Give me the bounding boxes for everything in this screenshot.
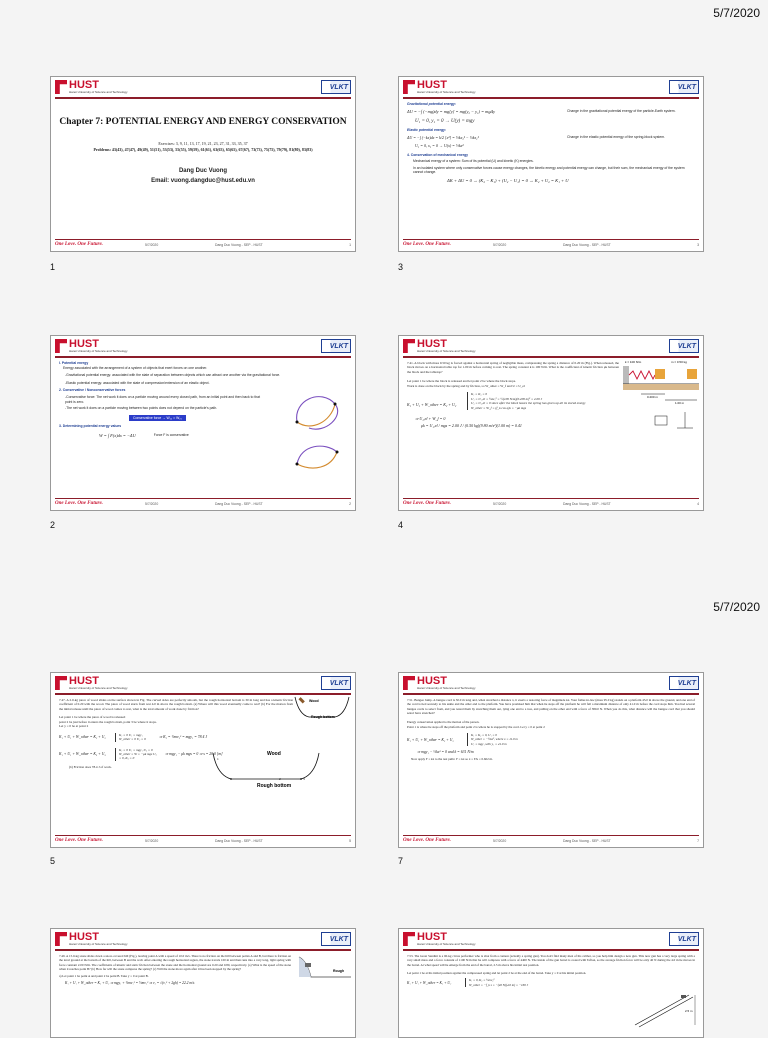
hill-figure: [297, 953, 353, 989]
figure-label: Wood: [267, 751, 281, 757]
figure-label: k = 100 N/m: [625, 360, 642, 364]
condition: K₁ = 0 U₁ = mgy₁ W_other = 0 U₂ = 0: [115, 733, 153, 742]
figure-label: Rough: [333, 969, 345, 973]
vlkt-logo: VLKT: [669, 80, 699, 94]
spring-block-figure: [621, 360, 701, 408]
equation: K₁ + U₁ + W_other = K₂ + U₂: [407, 981, 452, 986]
hust-logo: HUST Hanoi University of Science and Technology: [55, 676, 127, 690]
vlkt-logo: VLKT: [321, 932, 351, 946]
paragraph: a) Let point 1 be point A and point 2 be point B. Take y = 0 at point B.: [59, 974, 149, 979]
paragraph: Point 1 is where he steps off the platform and point 2 is where he is stopped by the cord. Let y = 0 at point 2: [407, 724, 545, 729]
equation-note: Change in the elastic potential energy of the spring-block system.: [567, 135, 666, 140]
exercises-list: Exercises: 3, 9, 11, 13, 17, 19, 21, 23, 27, 31, 33, 35, 37: [158, 140, 248, 146]
figure-label: m = 0.50 kg: [671, 360, 687, 364]
slide-thumbnail[interactable]: HUST Hanoi University of Science and Technology VLKT 7.41. A block with mass 0.50 kg is forced against a horizontal spring of negligible mass, compressing the spring a distance of 0.20 m (Fig.). When released, the block moves on a horizontal table top for 1.00 m before coming to rest. The spring constant k is 100 N/m. What is the coefficient of kinetic friction μk between the block and the tabletop? Let point 1 be where the block is released and let point 2 be where the block stops. Work is done on the block by the spring and by friction, so W_other = W_f and U = U_el K₁ + U₁ + W_other = K₂ + U₂ K₁ = K₂ = 0 U₁ = U₁,el = ½kx₁² = ½(100 N/m)(0.200 m)² = 2.00 J U₂ = U₂,el = 0 since after the block leaves the spring has given up all its stored energy W_other = W_f = (f_k cos φ)s = −μk mgs ⇒ U₁,el + W_f = 0 μk = U₁,el / mgs = 2.00 J / (0.50 kg)(9.80 m/s²)(1.00 m) = 0.41 k = 100 N/m m = 0.50 kg 0.200 m 1.00 m One Love. One Future. 5/7/2020 Dang Duc Vuong - SEP - HUST 4: [398, 335, 704, 511]
condition: K₁ = 0 U₁ = mgy₁ U₃ = 0 W_other = W = −μk mgs U₃ = 0, K₃ = 0: [115, 748, 159, 761]
hust-logo: HUST Hanoi University of Science and Technology: [403, 339, 475, 353]
free-body-figure: [653, 410, 697, 432]
condition: U₁ = mgy₁ with y₁ = 41.0 m: [471, 741, 507, 746]
hust-logo: HUST Hanoi University of Science and Technology: [403, 932, 475, 946]
condition: U₁ = U₁,el = ½kx₁² = ½(100 N/m)(0.200 m)² = 2.00 J: [471, 396, 543, 401]
condition: K₁ = K₂ = 0, U₁ = 0: [471, 732, 497, 737]
equation: W = ∫ F(x)dx = −ΔU: [99, 432, 136, 438]
equation: ΔK + ΔU = 0 → (K₂ − K₁) + (U₂ − U₁) = 0 → K₂ + U₂ = K₁ + U: [447, 178, 569, 184]
slide-thumbnail[interactable]: HUST Hanoi University of Science and Technology VLKT 7.47. A 2.0-kg piece of wood slides on the surface shown in Fig. The curved sides are perfectly smooth, but the rough horizontal bottom is 30 m long and has a kinetic friction coefficient of 0.20 with the wood. The piece of wood starts from rest 4.0 m above the rough bottom. (a) Where will this wood eventually come to rest? (b) For the motion from the initial release until the piece of wood comes to rest, what is the total amount of work done by friction? Let point 1 be where the piece of wood is released point 2 be just before it enters the rough bottom, point 3 be where it stops. Let y = 0 be at point 2 K₁ + U₁ + W_other = K₂ + U₂ K₁ = 0 U₁ = mgy₁ W_other = 0 U₂ = 0 ⇒ K₂ = ½mv₂² = mgy₁ = 78.4 J K₁ + U₁ + W_other = K₃ + U₃ K₁ = 0 U₁ = mgy₁ U₃ = 0 W_other = W = −μk mgs U₃ = 0, K₃ = 0 ⇒ mgy₁ − μk mgs = 0 ⇒ s = 20.0 [m] (b) Friction does 78.4 J of work. Wood Rough bottom Wood Rough bottom 1 2 3 One Love. One Future. 5/7/2020 Dang Duc Vuong - SEP - HUST 5: [50, 672, 356, 848]
vlkt-logo: VLKT: [669, 339, 699, 353]
equation: K₁ + U₁ + W_other = K₂ + U₂ ⇒ mgy₁ + ½mv₁² = ½mv₂² ⇒ v₂ = √(v₁² + 2gh) = 22.2 m/s: [65, 980, 195, 985]
problem-text: 7.47. A 2.0-kg piece of wood slides on the surface shown in Fig. The curved sides are perfectly smooth, but the rough horizontal bottom is 30 m long and has a kinetic friction coefficient of 0.20 with the wood. The piece of wood starts from rest 4.0 m above the rough bottom. (a) Where will this wood eventually come to rest? (b) For the motion from the initial release until the piece of wood comes to rest, what is the total amount of work done by friction?: [59, 698, 293, 711]
slide-thumbnail[interactable]: HUST Hanoi University of Science and Technology VLKT I. Potential energy Energy associated with the arrangement of a system of objects that exert forces on one another. -Gravitational potential energy: associated with the state of separation between objects which can attract one another via the gravitational force. -Elastic potential energy: associated with the state of compression/extension of an elastic object. 2. Conservative / Nonconservative forces -Conservative force: The net work it does on a particle moving around every closed path, from an initial point and then back to that point is zero. -The net work it does on a particle moving between two points does not depend on the particle's path. Conservative force → W₁₂ = W₂₁ 3. Determining potential energy values W = ∫ F(x)dx = −ΔU Force F is conservative One Love. One Future. 5/7/2020 Dang Duc Vuong - SEP - HUST 2: [50, 335, 356, 511]
equation: ΔU = −∫ (−kx)dx = k/2 [x²] = ½kx₂² − ½kx₁²: [407, 134, 479, 140]
vlkt-logo: VLKT: [669, 676, 699, 690]
paragraph: -Gravitational potential energy: associated with the state of separation between objects which can attract one another via the gravitational force.: [65, 373, 281, 378]
equation: ⇒ U₁,el + W_f = 0: [415, 415, 446, 421]
figure-label: Rough bottom: [311, 715, 335, 719]
slide-thumbnail[interactable]: [50, 928, 356, 1038]
page-date: 5/7/2020: [713, 6, 760, 20]
slide-number: 2: [50, 520, 56, 530]
hust-logo: HUST Hanoi University of Science and Technology: [403, 80, 475, 94]
equation: ΔU = −∫ (−mg)dy = mg[y] = mg(y₂ − y₁) = mgΔy: [407, 108, 496, 114]
equation: ⇒ K₂ = ½mv₂² = mgy₁ = 78.4 J: [159, 734, 208, 739]
paragraph: -Elastic potential energy: associated with the state of compression/extension of an elastic object.: [65, 380, 210, 385]
condition: U₂ = U₂,el = 0 since after the block leaves the spring has given up all its stored energy: [471, 401, 586, 406]
page-date: 5/7/2020: [713, 600, 760, 614]
paragraph: Let point 1 be where the block is released and let point 2 be where the block stops.: [407, 379, 516, 384]
section-heading: Gravitational potential energy:: [407, 102, 456, 106]
hust-logo: HUST Hanoi University of Science and Technology: [55, 80, 127, 94]
slide-thumbnail[interactable]: HUST Hanoi University of Science and Technology VLKT Chapter 7: POTENTIAL ENERGY AND ENERGY CONSERVATION Exercises: 3, 9, 11, 13, 17, 19, 21, 23, 27, 31, 33, 35, 37 Problems: 43(43), 47(47), 49(49), 51(51), 53(53), 55(55), 59(59), 61(61), 63(63), 65(65), 67(67), 73(73), 75(75), 79(79), 81(80), 83(83) Dang Duc Vuong Email: vuong.dangduc@hust.edu.vn One Love. One Future. 5/7/2020 Dang Duc Vuong - SEP - HUST 1: [50, 76, 356, 252]
equation-note: Force F is conservative: [153, 432, 189, 437]
paragraph: Let point 1 be at his initial position against the compressed spring and let point 2 be at the end of the barrel. Take y = 0 at his initial position.: [407, 970, 587, 975]
paragraph: -The net work it does on a particle moving between two points does not depend on the particle's path.: [65, 406, 218, 411]
equation: U₁ = 0, x₁ = 0 → U(x) = ½kx²: [415, 143, 464, 149]
condition: W_other = W_f = (f_k cos φ)s = −μk mgs: [471, 405, 527, 410]
slide-number: 3: [398, 262, 404, 272]
paragraph: Now apply F = kx to the test pulls: F = kx so x = F/k = 0.602 m.: [411, 756, 493, 761]
equation: ⇒ mgy₁ − ½kx² = 0 and k = 631 N/m: [417, 749, 474, 754]
vlkt-logo: VLKT: [669, 932, 699, 946]
figure-label: 0.200 m: [647, 395, 658, 399]
slide-number: 1: [50, 262, 56, 272]
problem-text: 7.53. The Great Sandini is a 60-kg circus performer who is shot from a cannon (actually a spring gun). You don't find many men of his caliber, so you help him design a new gun. This new gun has a very large spring with a very small mass and a force constant of 1100 N/m that he will compress with a force of 4400 N. The inside of the gun barrel is coated with Teflon, so the average friction force will be only 40 N during the 4.0 m he moves in the barrel. At what speed will he emerge from the end of the barrel, 2.5 m above his initial rest position.: [407, 954, 695, 967]
equation: K₁ + U₁ + W_other = K₃ + U₃: [59, 751, 106, 756]
figure-label: 2.5 m: [685, 1009, 693, 1013]
paragraph: Energy conservation applied to the motion of the person.: [407, 720, 480, 725]
problem-text: 7.49. A 15.0-kg stone slides down a snow-covered hill (Fig.), leaving point A with a speed of 10.0 m/s. There is no friction on the hill between points A and B, but there is friction on the level ground at the bottom of the hill, between B and the wall. After entering the rough horizontal region, the stone travels 100 m and then runs into a very long, light spring with force constant 2.00 N/m. The coefficients of kinetic and static friction between the stone and the horizontal ground are 0.20 and 0.80, respectively. (a) What is the speed of the stone when it reaches point B? (b) How far will the stone compress the spring? (c) Will the stone move again after it has been stopped by the spring?: [59, 954, 291, 971]
problem-text: 7.51. Bungee Jump. A bungee cord is 30.0 m long and, when stretched a distance x, it exerts a restoring force of magnitude kx. Your father-in-law (mass 95.0 kg) stands on a platform 45.0 m above the ground, and one end of the cord is tied securely to his ankle and the other end to the platform. You have promised him that when he steps off the platform he will fall a maximum distance of only 41.0 m before the cord stops him. You had several bungee cords to select from, and you tested them by stretching them out, tying one end to a tree, and pulling on the other end with a force of 380.0 N. When you do this, what distance will the bungee cord that you should select have stretched?: [407, 698, 695, 715]
author-name: Dang Duc Vuong: [178, 167, 228, 174]
author-email[interactable]: Email: vuong.dangduc@hust.edu.vn: [151, 177, 255, 184]
paragraph: Let point 1 be where the piece of wood is released: [59, 715, 126, 720]
condition: W_other = −½kx², where x = 11.0 m: [471, 737, 518, 742]
figure-point: 1: [217, 757, 219, 761]
equation-note: Change in the gravitational potential energy of the particle-Earth system.: [567, 109, 676, 114]
figure-point: 2: [279, 777, 281, 781]
vlkt-logo: VLKT: [321, 80, 351, 94]
slide-number: 4: [398, 520, 404, 530]
slide-number: 5: [50, 856, 56, 866]
problems-list: Problems: 43(43), 47(47), 49(49), 51(51), 53(53), 55(55), 59(59), 61(61), 63(63), 65(65), 67(67), 73(73), 75(75), 79(79), 81(80), 83(83): [93, 147, 313, 153]
section-heading: 2. Conservative / Nonconservative forces: [59, 388, 126, 393]
paragraph: Energy associated with the arrangement of a system of objects that exert forces on one another.: [63, 365, 208, 370]
wood-figure-large: [211, 751, 321, 787]
section-heading: 3. Determining potential energy values: [59, 424, 122, 429]
paragraph: Work is done on the block by the spring and by friction, so W_other = W_f and U = U_el: [407, 383, 525, 388]
condition: W_other = −f_k s = −(40 N)(4.0 m) = −160 J: [469, 982, 529, 987]
equation: K₁ + U₁ + W_other = K₂ + U₂: [407, 402, 457, 408]
paragraph: -Conservative force: The net work it does on a particle moving around every closed path, from an initial point and then back to that point is zero.: [65, 394, 261, 404]
paragraph: Let y = 0 be at point 2: [59, 724, 89, 729]
equation: μk = U₁,el / mgs = 2.00 J / (0.50 kg)(9.80 m/s²)(1.00 m) = 0.41: [421, 423, 522, 429]
equation: K₁ + U₁ + W_other = K₂ + U₂: [407, 737, 454, 742]
slide-number: 7: [398, 856, 404, 866]
section-heading: I. Potential energy: [59, 361, 89, 365]
answer: (b) Friction does 78.4 J of work.: [69, 764, 112, 769]
figure-label: 1.00 m: [675, 401, 685, 405]
slide-thumbnail[interactable]: [398, 928, 704, 1038]
figure-point: 3: [303, 777, 305, 781]
condition: K₁ = K₂ = 0: [471, 392, 488, 397]
path-diagram: [291, 382, 347, 477]
figure-label: Rough bottom: [257, 783, 292, 789]
equation: K₁ + U₁ + W_other = K₂ + U₂: [59, 734, 106, 739]
paragraph: point 2 be just before it enters the rough bottom, point 3 be where it stops.: [59, 719, 157, 724]
equation: ⇒ mgy₁ − μk mgs = 0 ⇒ s = 20.0 [m]: [165, 751, 223, 756]
slide-thumbnail[interactable]: HUST Hanoi University of Science and Technology VLKT 7.51. Bungee Jump. A bungee cord is 30.0 m long and, when stretched a distance x, it exerts a restoring force of magnitude kx. Your father-in-law (mass 95.0 kg) stands on a platform 45.0 m above the ground, and one end of the cord is tied securely to his ankle and the other end to the platform. You have promised him that when he steps off the platform he will fall a maximum distance of only 41.0 m before the cord stops him. You had several bungee cords to select from, and you tested them by stretching them out, tying one end to a tree, and pulling on the other end with a force of 380.0 N. When you do this, what distance will the bungee cord that you should select have stretched? Energy conservation applied to the motion of the person. Point 1 is where he steps off the platform and point 2 is where he is stopped by the cord. Let y = 0 at point 2 K₁ + U₁ + W_other = K₂ + U₂ K₁ = K₂ = 0, U₁ = 0 W_other = −½kx², where x = 11.0 m U₁ = mgy₁ with y₁ = 41.0 m ⇒ mgy₁ − ½kx² = 0 and k = 631 N/m Now apply F = kx to the test pulls: F = kx so x = F/k = 0.602 m. One Love. One Future. 5/7/2020 Dang Duc Vuong - SEP - HUST 7: [398, 672, 704, 848]
paragraph: In an isolated system where only conservative forces cause energy changes, the kinetic energy and potential energy can change, but their sum, the mechanical energy of the system cannot change.: [413, 165, 685, 175]
vlkt-logo: VLKT: [321, 676, 351, 690]
slide-title: Chapter 7: POTENTIAL ENERGY AND ENERGY CONSERVATION: [59, 117, 347, 127]
paragraph: Mechanical energy of a system: Sum of its potential (U) and kinetic (K) energies.: [413, 159, 534, 164]
hust-logo: HUST Hanoi University of Science and Technology: [55, 339, 127, 353]
equation: U₁ = 0, y₁ = 0 → U(y) = mgy: [415, 118, 475, 124]
section-heading: Elastic potential energy:: [407, 128, 447, 133]
section-heading: 4. Conservation of mechanical energy: [407, 152, 469, 157]
hust-logo: HUST Hanoi University of Science and Technology: [403, 676, 475, 690]
vlkt-logo: VLKT: [321, 339, 351, 353]
hust-logo: HUST Hanoi University of Science and Technology: [55, 932, 127, 946]
slide-thumbnail[interactable]: HUST Hanoi University of Science and Technology VLKT Gravitational potential energy: ΔU = −∫ (−mg)dy = mg[y] = mg(y₂ − y₁) = mgΔy Change in the gravitational potential energy of the particle-Earth system. U₁ = 0, y₁ = 0 → U(y) = mgy Elastic potential energy: ΔU = −∫ (−kx)dx = k/2 [x²] = ½kx₂² − ½kx₁² Change in the elastic potential energy of the spring-block system. U₁ = 0, x₁ = 0 → U(x) = ½kx² 4. Conservation of mechanical energy Mechanical energy of a system: Sum of its potential (U) and kinetic (K) energies. In an isolated system where only conservative forces cause energy changes, the kinetic energy and potential energy can change, but their sum, the mechanical energy of the system cannot change. ΔK + ΔU = 0 → (K₂ − K₁) + (U₂ − U₁) = 0 → K₂ + U₂ = K₁ + U One Love. One Future. 5/7/2020 Dang Duc Vuong - SEP - HUST 3: [398, 76, 704, 252]
problem-text: 7.41. A block with mass 0.50 kg is forced against a horizontal spring of negligible mass, compressing the spring a distance of 0.20 m (Fig.). When released, the block moves on a horizontal table top for 1.00 m before coming to rest. The spring constant k is 100 N/m. What is the coefficient of kinetic friction μk between the block and the tabletop?: [407, 361, 619, 374]
figure-label: Wood: [309, 699, 319, 703]
condition: K₁ = 0, K₂ = ½mv₂²: [469, 978, 495, 983]
highlight-box: Conservative force → W₁₂ = W₂₁: [129, 415, 186, 422]
